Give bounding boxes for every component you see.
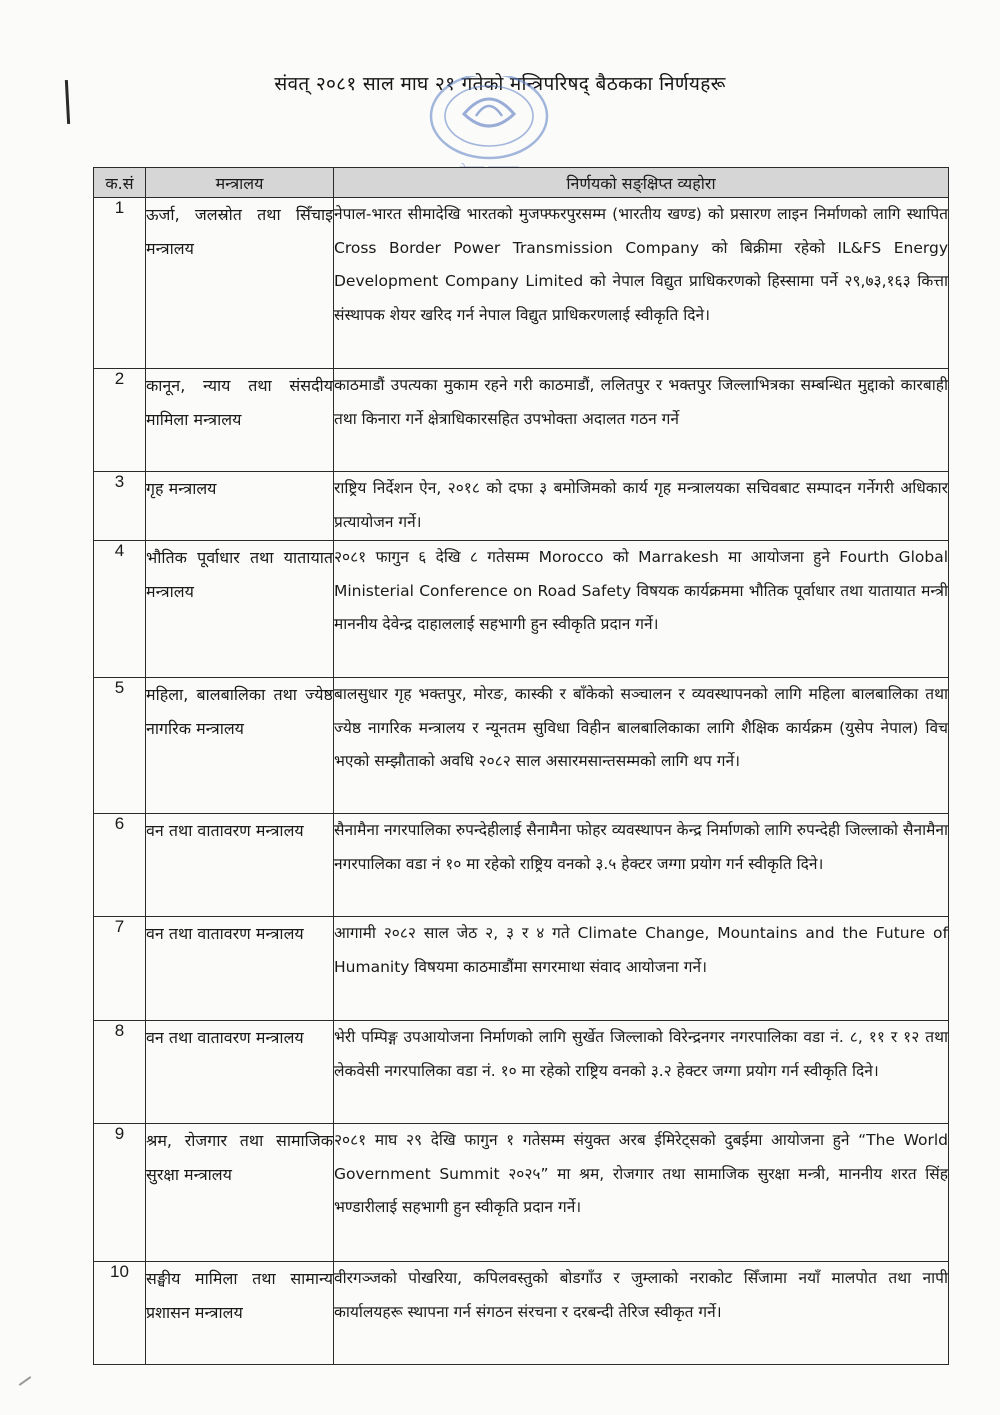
row-number: 3: [94, 472, 146, 541]
row-number: 8: [94, 1021, 146, 1124]
table-row: [94, 1124, 949, 1262]
row-number: 5: [94, 678, 146, 814]
row-decision: काठमाडौं उपत्यका मुकाम रहने गरी काठमाडौं, ललितपुर र भक्तपुर जिल्लाभित्रका सम्बन्धित मुद्दाको कारबाही तथा किनारा गर्ने क्षेत्राधिकारसहित उपभोक्ता अदालत गठन गर्ने: [334, 369, 949, 472]
row-ministry: वन तथा वातावरण मन्त्रालय: [146, 814, 334, 917]
table-row: [94, 541, 949, 678]
row-decision: नेपाल-भारत सीमादेखि भारतको मुजफ्फरपुरसम्म (भारतीय खण्ड) को प्रसारण लाइन निर्माणको लागि स्थापित Cross Border Power Transmission Company को बिक्रीमा रहेको IL&FS Energy Development Company Limited को नेपाल विद्युत प्राधिकरणको हिस्सामा पर्ने २९,७३,१६३ कित्ता संस्थापक शेयर खरिद गर्न नेपाल विद्युत प्राधिकरणलाई स्वीकृति दिने।: [334, 198, 949, 369]
row-ministry: महिला, बालबालिका तथा ज्येष्ठ नागरिक मन्त्रालय: [146, 678, 334, 814]
table-row: [94, 198, 949, 369]
table-header-row: [94, 168, 949, 198]
row-number: 2: [94, 369, 146, 472]
header-serial: क.सं: [94, 168, 146, 198]
row-ministry: श्रम, रोजगार तथा सामाजिक सुरक्षा मन्त्रालय: [146, 1124, 334, 1262]
header-decision: निर्णयको सङ्क्षिप्त व्यहोरा: [334, 168, 949, 198]
page-title: संवत् २०८१ साल माघ २१ गतेको मन्त्रिपरिषद् बैठकका निर्णयहरू: [274, 73, 726, 95]
decisions-table: [93, 167, 949, 1365]
table-row: [94, 472, 949, 541]
table-row: [94, 917, 949, 1021]
row-number: 10: [94, 1262, 146, 1365]
row-decision: २०८१ माघ २९ देखि फागुन १ गतेसम्म संयुक्त अरब ईमिरेट्सको दुबईमा आयोजना हुने “The World Government Summit २०२५” मा श्रम, रोजगार तथा सामाजिक सुरक्षा मन्त्री, माननीय शरत सिंह भण्डारीलाई सहभागी हुन स्वीकृति प्रदान गर्ने।: [334, 1124, 949, 1262]
row-number: 9: [94, 1124, 146, 1262]
row-ministry: ऊर्जा, जलस्रोत तथा सिँचाइ मन्त्रालय: [146, 198, 334, 369]
row-decision: सैनामैना नगरपालिका रुपन्देहीलाई सैनामैना फोहर व्यवस्थापन केन्द्र निर्माणको लागि रुपन्देही जिल्लाको सैनामैना नगरपालिका वडा नं १० मा रहेको राष्ट्रिय वनको ३.५ हेक्टर जग्गा प्रयोग गर्न स्वीकृति दिने।: [334, 814, 949, 917]
row-decision: भेरी पम्पिङ्ग उपआयोजना निर्माणको लागि सुर्खेत जिल्लाको विरेन्द्रनगर नगरपालिका वडा नं. ८, ११ र १२ तथा लेकवेसी नगरपालिका वडा नं. १० मा रहेको राष्ट्रिय वनको ३.२ हेक्टर जग्गा प्रयोग गर्न स्वीकृति दिने।: [334, 1021, 949, 1124]
row-number: 7: [94, 917, 146, 1021]
row-ministry: वन तथा वातावरण मन्त्रालय: [146, 917, 334, 1021]
table-row: [94, 1262, 949, 1365]
table-row: [94, 678, 949, 814]
row-ministry: भौतिक पूर्वाधार तथा यातायात मन्त्रालय: [146, 541, 334, 678]
row-decision: राष्ट्रिय निर्देशन ऐन, २०१८ को दफा ३ बमोजिमको कार्य गृह मन्त्रालयका सचिवबाट सम्पादन गर्नेगरी अधिकार प्रत्यायोजन गर्ने।: [334, 472, 949, 541]
row-number: 4: [94, 541, 146, 678]
row-ministry: गृह मन्त्रालय: [146, 472, 334, 541]
row-ministry: वन तथा वातावरण मन्त्रालय: [146, 1021, 334, 1124]
row-ministry: सङ्घीय मामिला तथा सामान्य प्रशासन मन्त्रालय: [146, 1262, 334, 1365]
row-decision: आगामी २०८२ साल जेठ २, ३ र ४ गते Climate Change, Mountains and the Future of Humanity विषयमा काठमाडौंमा सगरमाथा संवाद आयोजना गर्ने।: [334, 917, 949, 1021]
row-ministry: कानून, न्याय तथा संसदीय मामिला मन्त्रालय: [146, 369, 334, 472]
table-row: [94, 814, 949, 917]
row-decision: २०८१ फागुन ६ देखि ८ गतेसम्म Morocco को Marrakesh मा आयोजना हुने Fourth Global Ministerial Conference on Road Safety विषयक कार्यक्रममा भौतिक पूर्वाधार तथा यातायात मन्त्री माननीय देवेन्द्र दाहाललाई सहभागी हुन स्वीकृति प्रदान गर्ने।: [334, 541, 949, 678]
row-decision: बालसुधार गृह भक्तपुर, मोरङ, कास्की र बाँकेको सञ्चालन र व्यवस्थापनको लागि महिला बालबालिका तथा ज्येष्ठ नागरिक मन्त्रालय र न्यूनतम सुविधा विहीन बालबालिकाका लागि शैक्षिक कार्यक्रम (युसेप नेपाल) विच भएको सम्झौताको अवधि २०८२ साल असारमसान्तसम्मको लागि थप गर्ने।: [334, 678, 949, 814]
row-number: 1: [94, 198, 146, 369]
pen-mark: [19, 1376, 32, 1386]
row-decision: वीरगञ्जको पोखरिया, कपिलवस्तुको बोडगाँउ र जुम्लाको नराकोट सिँजामा नयाँ मालपोत तथा नापी कार्यालयहरू स्थापना गर्न संगठन संरचना र दरबन्दी तेरिज स्वीकृत गर्ने।: [334, 1262, 949, 1365]
table-row: [94, 1021, 949, 1124]
row-number: 6: [94, 814, 146, 917]
header-ministry: मन्त्रालय: [146, 168, 334, 198]
table-row: [94, 369, 949, 472]
